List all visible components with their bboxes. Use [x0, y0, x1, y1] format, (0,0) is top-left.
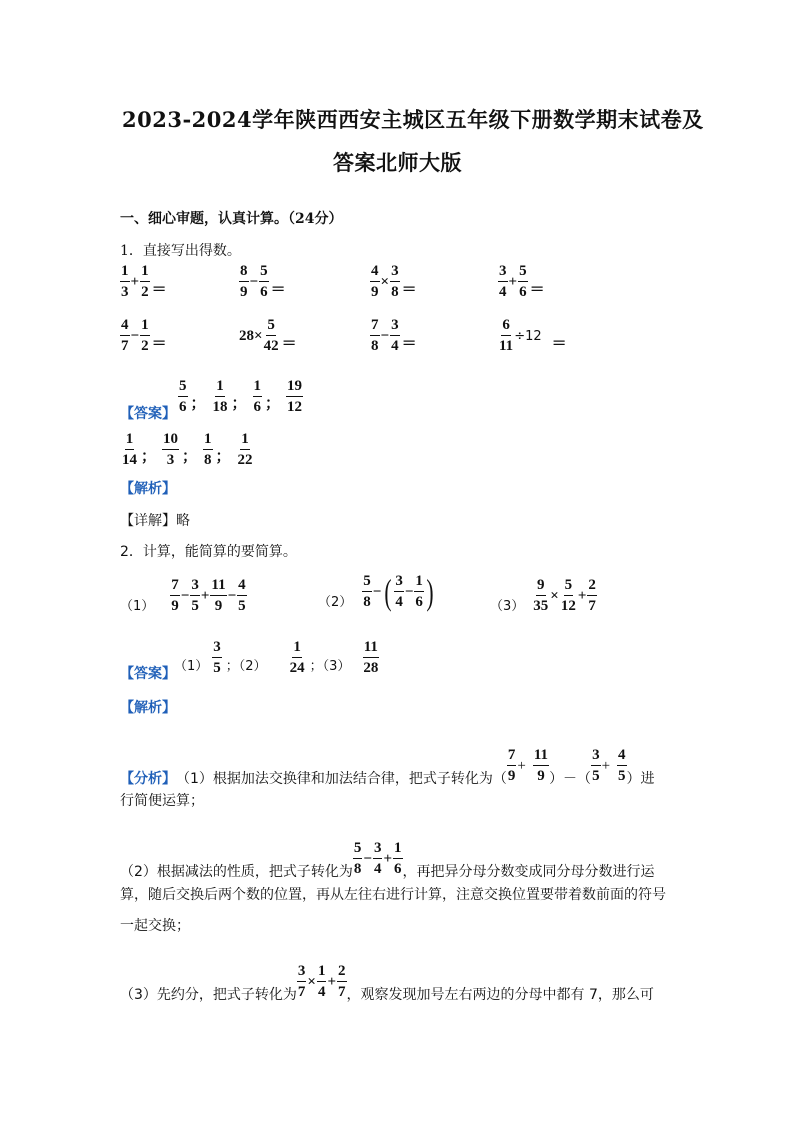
q2-expr-1: （1） $\frac{7}{9}$ − $\frac{3}{5}$ + $\frac{11}{9}$ − $\frac{4}{5}$ — [120, 577, 246, 614]
analysis-1-line2: 行简便运算； — [120, 793, 204, 809]
q1-item-3: $\frac{4}{9}$ × $\frac{3}{8}$ ＝ — [371, 263, 417, 300]
q2-expr-3: （3） $\frac{9}{35}$ × $\frac{5}{12}$ + $\frac{2}{7}$ — [490, 577, 596, 614]
q2-expr-2: （2） $\frac{5}{8}$ − ( $\frac{3}{4}$ − $\frac{1}{6}$ ) — [318, 572, 434, 612]
question-2-stem: 2．计算，能简算的要简算。 — [120, 544, 297, 560]
analysis-2: （2）根据减法的性质，把式子转化为 $\frac{5}{8}$ − $\frac{3}{4}$ + $\frac{1}{6}$ ，再把异分母分数变成同分母分数进行运 — [120, 840, 655, 880]
answer-tag: 【答案】 — [120, 406, 176, 422]
q1-item-8: $\frac{6}{11}$ ÷12 ＝ — [499, 317, 567, 354]
analysis-3: （3）先约分，把式子转化为 $\frac{3}{7}$ × $\frac{1}{4}$ + $\frac{2}{7}$ ，观察发现加号左右两边的分母中都有 7，那么可 — [120, 963, 654, 1003]
analysis-2-line2: 算，随后交换后两个数的位置，再从左往右进行计算，注意交换位置要带着数前面的符号 — [120, 887, 666, 903]
page-title: 2023-2024学年陕西西安主城区五年级下册数学期末试卷及 — [122, 107, 704, 132]
section-heading: 一、细心审题，认真计算。（24分） — [120, 211, 343, 227]
q1-answers-row1: $\frac{5}{6}$ ； $\frac{1}{18}$ ； $\frac{1}{6}$ ； $\frac{19}{12}$ — [179, 378, 303, 415]
answer-tag-2: 【答案】 — [120, 666, 176, 682]
analysis-1: 【分析】 （1）根据加法交换律和加法结合律，把式子转化为（ $\frac{7}{9}$ + $\frac{11}{9}$ ）－（ $\frac{3}{5}$ + $\frac{4}{5}$ ）进 — [120, 747, 655, 787]
q1-item-5: $\frac{4}{7}$ − $\frac{1}{2}$ ＝ — [121, 317, 167, 354]
q2-answers: （1） $\frac{3}{5}$ ；（2） $\frac{1}{24}$ ；（3） $\frac{11}{28}$ — [174, 639, 379, 676]
q1-item-7: $\frac{7}{8}$ − $\frac{3}{4}$ ＝ — [371, 317, 417, 354]
q1-answers-row2: $\frac{1}{14}$ ； $\frac{10}{3}$ ； $\frac{1}{8}$ ； $\frac{1}{22}$ — [122, 431, 253, 468]
analysis-tag: 【解析】 — [120, 481, 176, 497]
q1-item-4: $\frac{3}{4}$ + $\frac{5}{6}$ ＝ — [499, 263, 545, 300]
detail-text: 【详解】略 — [120, 513, 190, 529]
q1-item-2: $\frac{8}{9}$ − $\frac{5}{6}$ ＝ — [240, 263, 286, 300]
page-title-line2: 答案北师大版 — [333, 150, 462, 175]
q1-item-1: $\frac{1}{3}$ + $\frac{1}{2}$ ＝ — [121, 263, 167, 300]
analysis-2-line3: 一起交换； — [120, 918, 190, 934]
analysis-tag-2: 【解析】 — [120, 700, 176, 716]
question-1-stem: 1．直接写出得数。 — [120, 243, 241, 259]
q1-item-6: 28× $\frac{5}{42}$ ＝ — [239, 317, 297, 354]
